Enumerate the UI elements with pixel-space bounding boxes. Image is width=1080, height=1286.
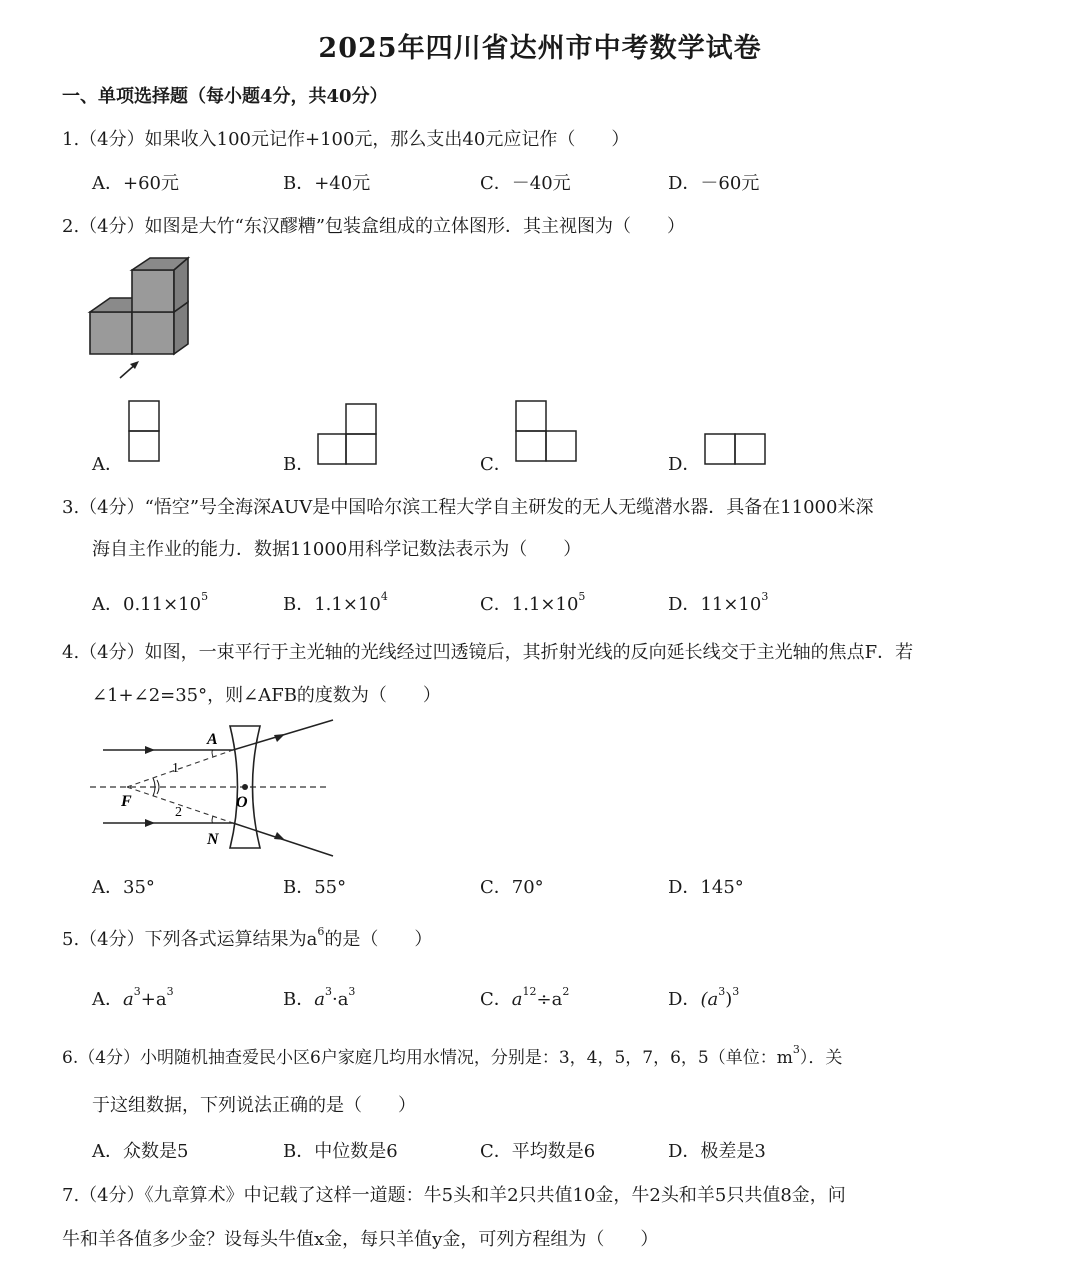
q1-option-c: C．－40元: [480, 173, 571, 194]
question-3-stem: 3.（4分）“悟空”号全海深AUV是中国哈尔滨工程大学自主研发的无人无缆潜水器．具备在11000米深: [62, 497, 874, 518]
q3-option-a: A．$0.11\times 10^5$: [92, 590, 209, 615]
q3-option-b: B．$1.1\times 10^4$: [283, 590, 388, 615]
q6-option-a: A．众数是5: [92, 1141, 189, 1162]
q4-label-f: F: [121, 793, 132, 810]
question-6-stem-cont: 于这组数据，下列说法正确的是（ ）: [92, 1095, 416, 1116]
question-1-stem: 1.（4分）如果收入100元记作+100元，那么支出40元应记作（ ）: [62, 129, 630, 150]
q4-label-2: 2: [175, 805, 182, 820]
q6-option-b: B．中位数是6: [283, 1141, 398, 1162]
q4-option-d: D．145°: [668, 877, 744, 898]
q2-solid-figure: [80, 250, 210, 385]
question-7-stem-cont: 牛和羊各值多少金？设每头牛值x金，每只羊值y金，可列方程组为（ ）: [62, 1229, 659, 1250]
q2-option-c: C．: [480, 454, 512, 475]
question-3-stem-cont: 海自主作业的能力．数据11000用科学记数法表示为（ ）: [92, 539, 582, 560]
q2-option-c-figure: [515, 400, 577, 462]
q4-label-o: O: [236, 794, 248, 811]
q5-option-d: D．$(a^3)^3$: [668, 985, 740, 1010]
q4-label-a: A: [207, 731, 218, 748]
q2-option-d-figure: [704, 433, 766, 465]
q4-option-a: A．35°: [92, 877, 155, 898]
q4-option-b: B．55°: [283, 877, 347, 898]
q5-option-c: C．$a^{12}\div a^2$: [480, 985, 570, 1010]
question-7-stem: 7.（4分）《九章算术》中记载了这样一道题：牛5头和羊2只共值10金，牛2头和羊5只共值8金，问: [62, 1185, 846, 1206]
q2-option-b-figure: [317, 403, 377, 465]
q4-label-n: N: [207, 831, 219, 848]
question-5-stem: 5.（4分）下列各式运算结果为$a^6$的是（ ）: [62, 925, 433, 950]
q5-option-a: A．$a^3+a^3$: [92, 985, 174, 1010]
q4-label-1: 1: [172, 761, 179, 776]
q4-lens-diagram: [85, 720, 345, 860]
q2-option-a: A．: [92, 454, 123, 475]
question-6-stem: 6.（4分）小明随机抽查爱民小区6户家庭几均用水情况，分别是：3，4，5，7，6，5（单位：$m^3$）．关: [62, 1043, 843, 1068]
question-2-stem: 2.（4分）如图是大竹“东汉醪糟”包装盒组成的立体图形．其主视图为（ ）: [62, 216, 686, 237]
question-4-stem-cont: ∠1+∠2=35°，则∠AFB的度数为（ ）: [92, 685, 441, 706]
q1-option-d: D．－60元: [668, 173, 760, 194]
question-4-stem: 4.（4分）如图，一束平行于主光轴的光线经过凹透镜后，其折射光线的反向延长线交于主光轴的焦点F．若: [62, 642, 914, 663]
q1-option-b: B．+40元: [283, 173, 371, 194]
page-title: 2025年四川省达州市中考数学试卷: [318, 33, 762, 64]
q1-option-a: A．+60元: [92, 173, 179, 194]
q5-option-b: B．$a^3\cdot a^3$: [283, 985, 356, 1010]
q3-option-c: C．$1.1\times 10^5$: [480, 590, 586, 615]
q6-option-d: D．极差是3: [668, 1141, 766, 1162]
q2-option-b: B．: [283, 454, 315, 475]
section-heading: 一、单项选择题（每小题4分，共40分）: [62, 86, 388, 107]
q4-option-c: C．70°: [480, 877, 544, 898]
q3-option-d: D．$11\times 10^3$: [668, 590, 769, 615]
q6-option-c: C．平均数是6: [480, 1141, 596, 1162]
q2-option-a-figure: [128, 400, 160, 462]
q2-option-d: D．: [668, 454, 701, 475]
